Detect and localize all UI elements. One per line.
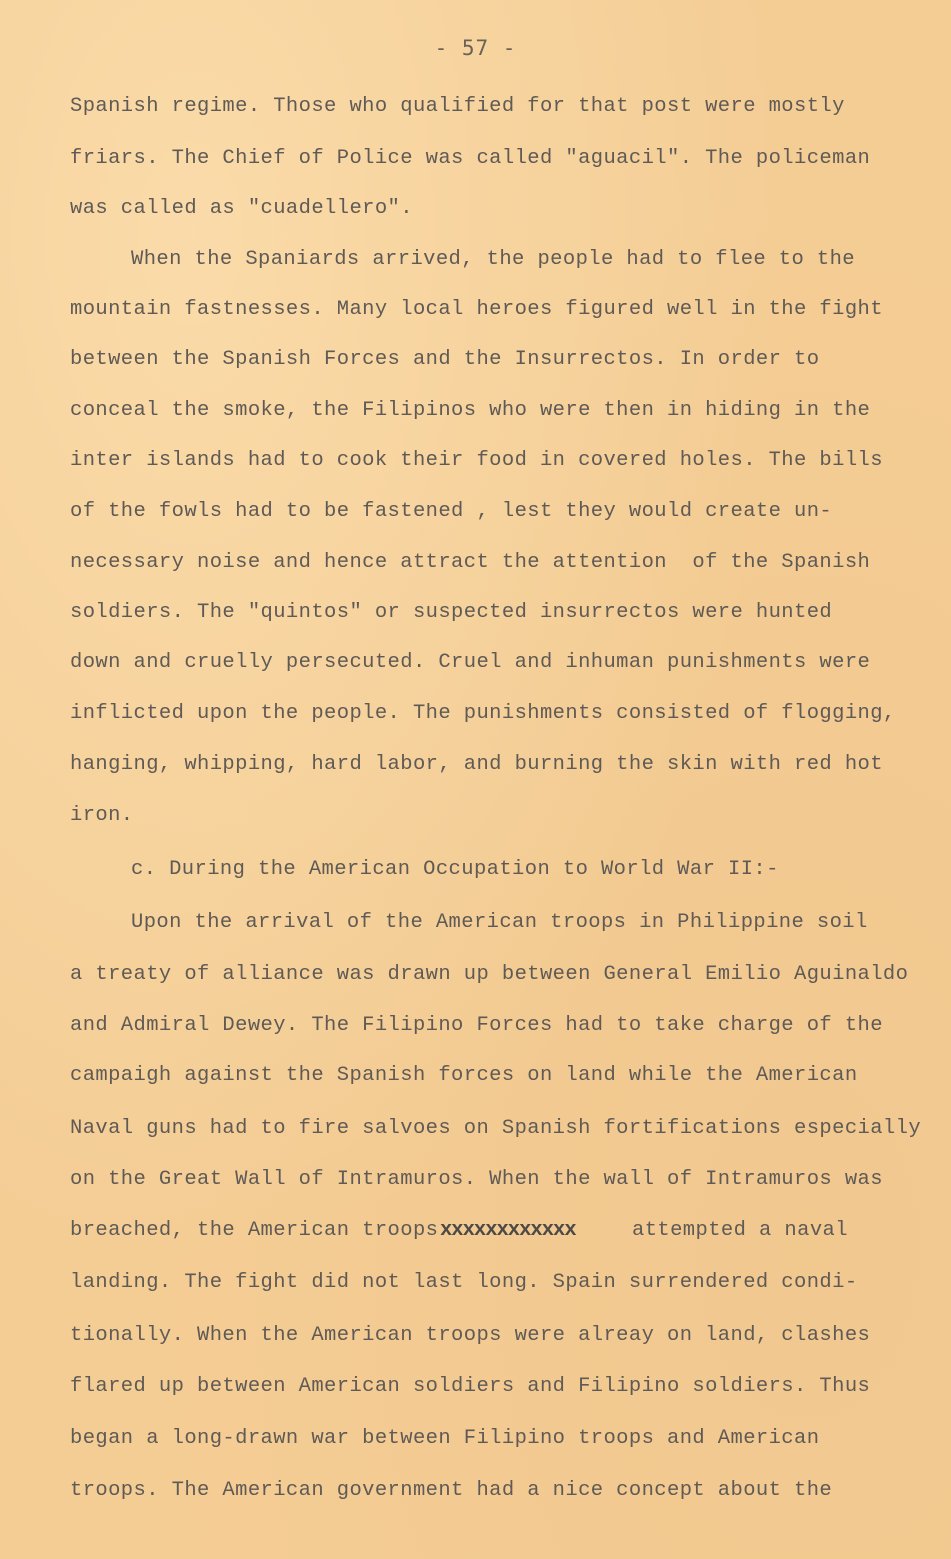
text-line: When the Spaniards arrived, the people had to flee to the [131,248,856,271]
text-line: hanging, whipping, hard labor, and burning the skin with red hot [70,753,883,776]
text-line: on the Great Wall of Intramuros. When the wall of Intramuros was [70,1168,883,1191]
text-line: Upon the arrival of the American troops in Philippine soil [131,911,868,934]
text-line: iron. [70,804,134,827]
page-number: - 57 - [434,36,517,60]
text-line: mountain fastnesses. Many local heroes figured well in the fight [70,298,883,321]
text-line: was called as "cuadellero". [70,197,413,220]
text-line: troops. The American government had a nice concept about the [70,1479,833,1502]
text-line: tionally. When the American troops were alreay on land, clashes [70,1324,871,1347]
text-line: friars. The Chief of Police was called "aguacil". The policeman [70,147,871,170]
text-line: landing. The fight did not last long. Spain surrendered condi- [70,1271,858,1294]
text-line: Naval guns had to fire salvoes on Spanish fortifications especially [70,1117,922,1140]
text-line: breached, the American troops [70,1219,439,1242]
text-line: inter islands had to cook their food in covered holes. The bills [70,449,883,472]
text-line: a treaty of alliance was drawn up between General Emilio Aguinaldo [70,963,909,986]
text-line: flared up between American soldiers and Filipino soldiers. Thus [70,1375,871,1398]
text-line: between the Spanish Forces and the Insurrectos. In order to [70,348,820,371]
text-line: campaigh against the Spanish forces on land while the American [70,1064,858,1087]
struck-out-text: xxxxxxxxxxxx [440,1219,576,1242]
text-line: Spanish regime. Those who qualified for that post were mostly [70,95,845,118]
text-line: conceal the smoke, the Filipinos who were then in hiding in the [70,399,871,422]
section-heading: c. During the American Occupation to World War II:- [131,858,779,881]
text-line: of the fowls had to be fastened , lest they would create un- [70,500,833,523]
text-line: began a long-drawn war between Filipino troops and American [70,1427,820,1450]
text-line: soldiers. The "quintos" or suspected insurrectos were hunted [70,601,833,624]
text-line: necessary noise and hence attract the attention of the Spanish [70,551,871,574]
text-line: attempted a naval [632,1219,848,1242]
text-line: and Admiral Dewey. The Filipino Forces had to take charge of the [70,1014,883,1037]
text-line: down and cruelly persecuted. Cruel and inhuman punishments were [70,651,871,674]
text-line: inflicted upon the people. The punishments consisted of flogging, [70,702,896,725]
